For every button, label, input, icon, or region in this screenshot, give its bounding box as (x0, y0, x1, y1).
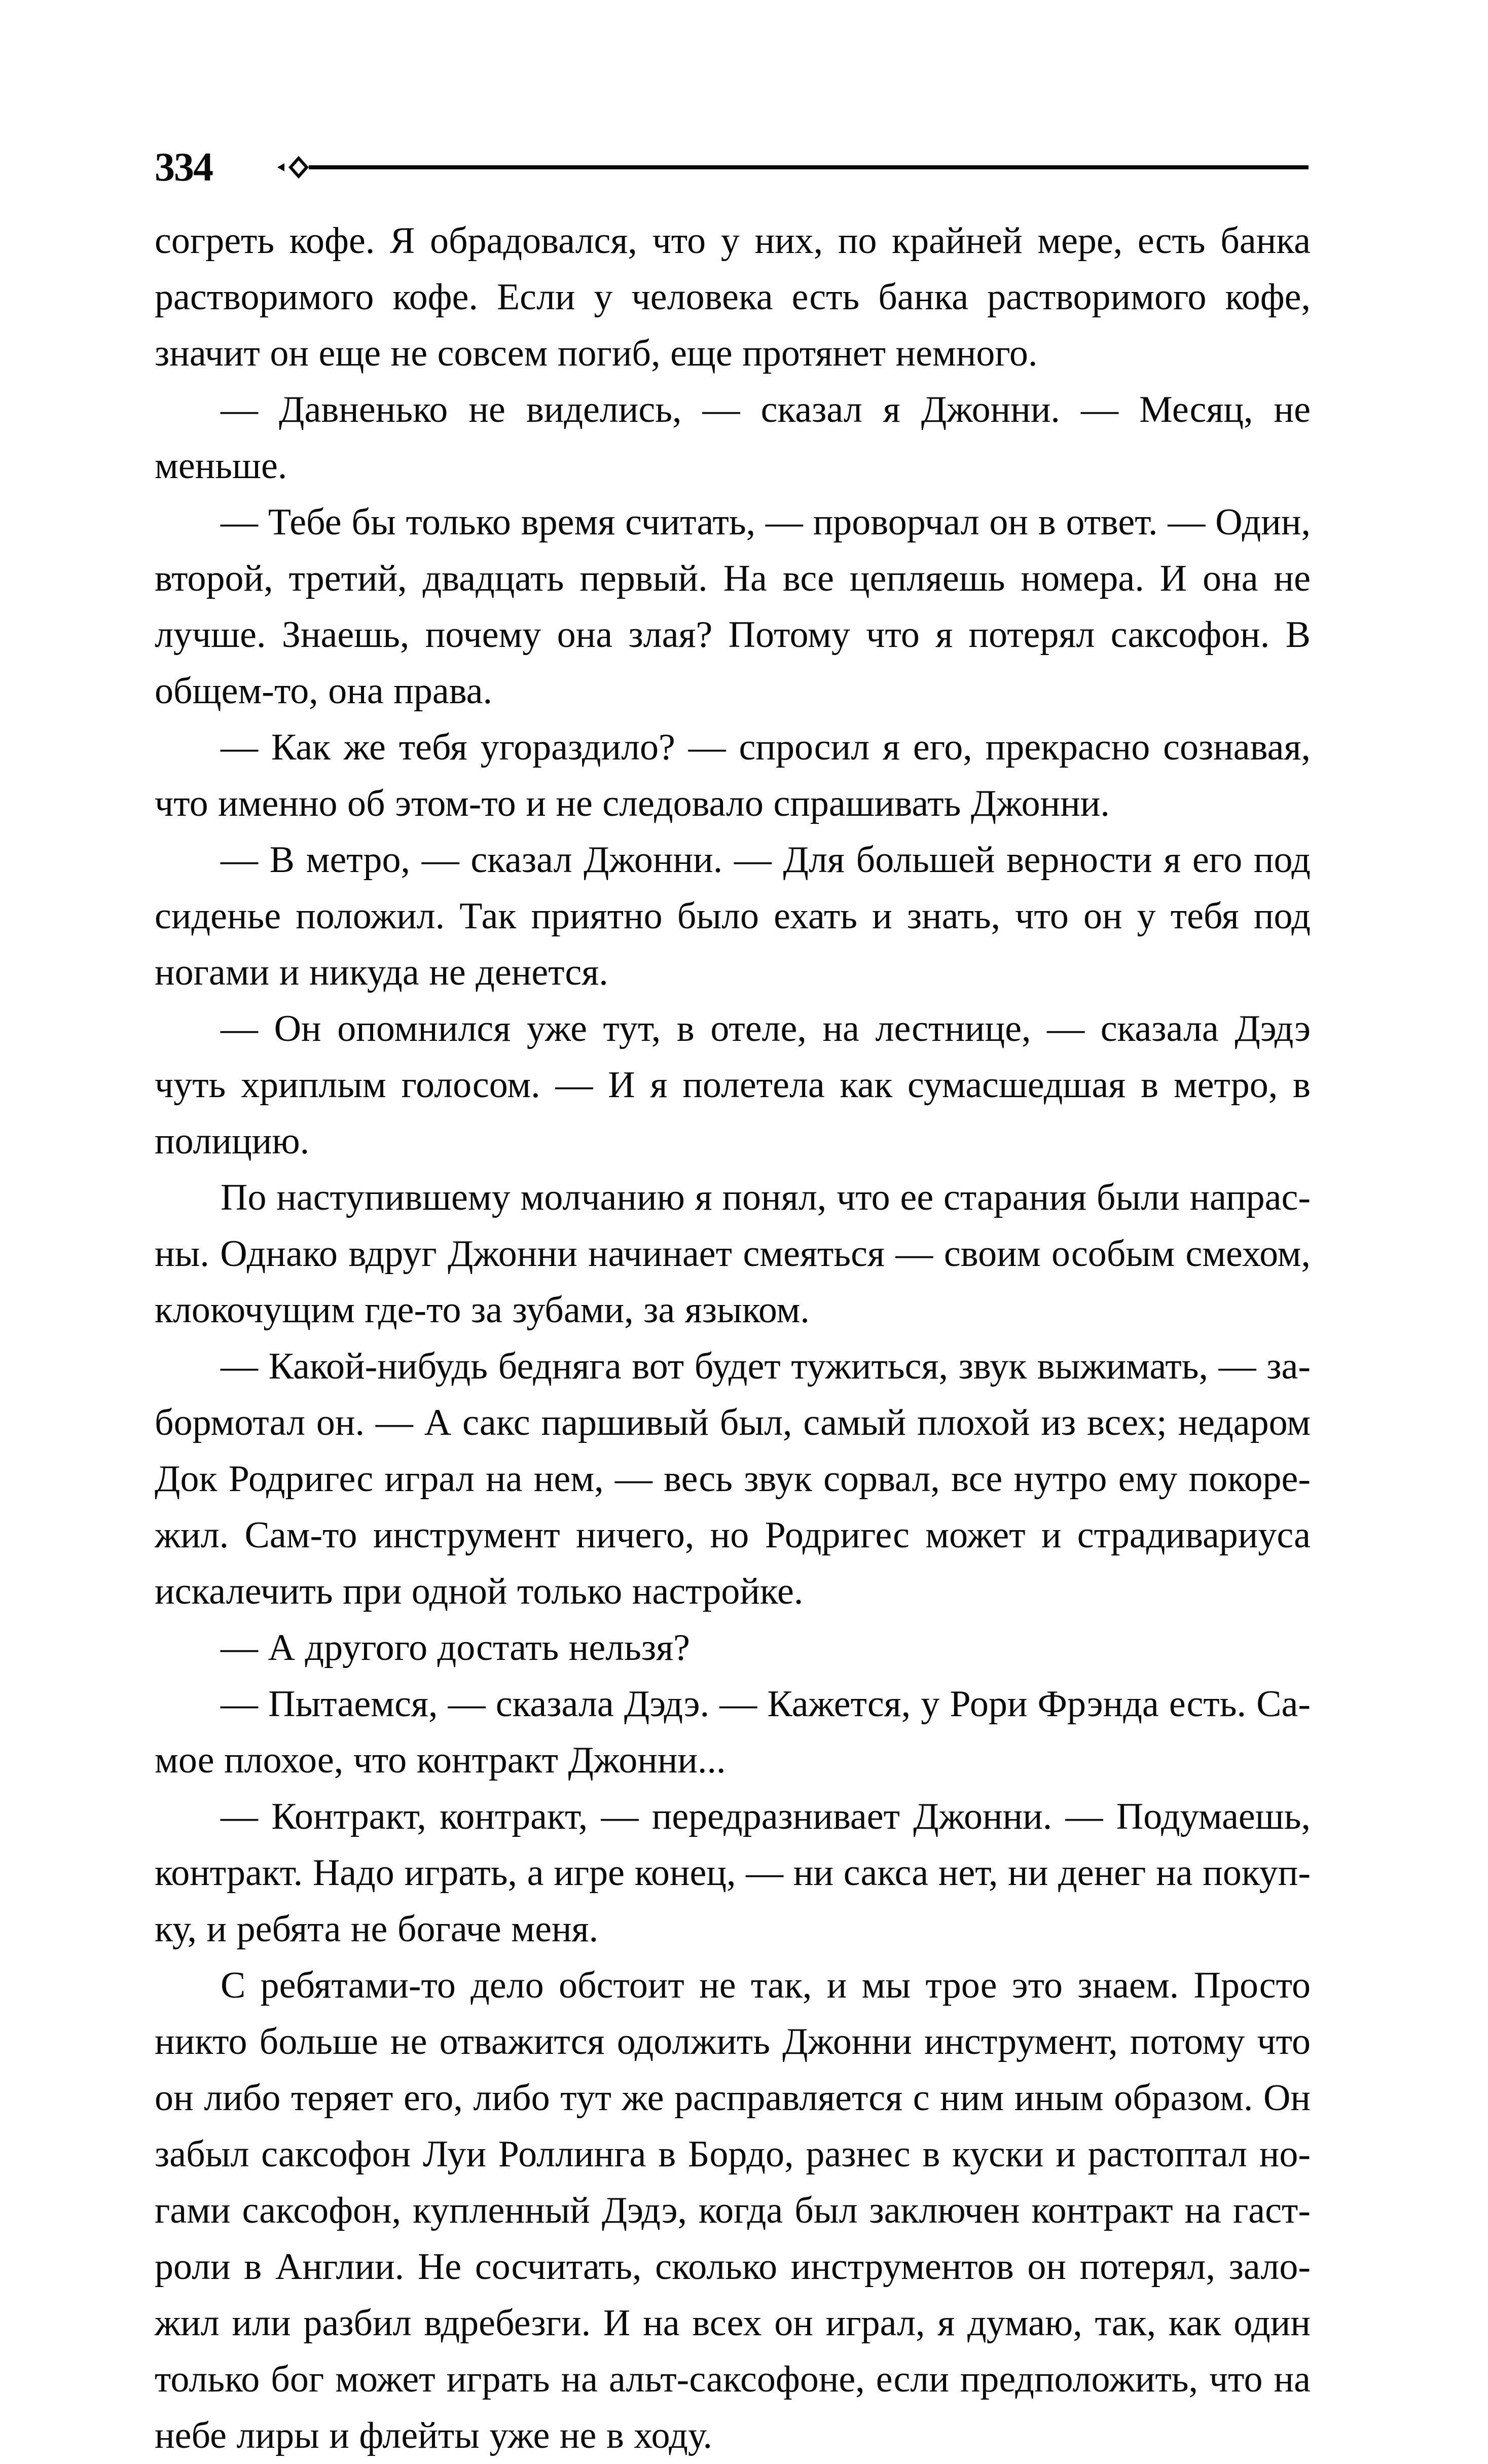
paragraph: С ребятами-то дело обстоит не так, и мы трое это знаем. Просто никто больше не отважится одолжить Джонни инструмент, потому что он либо теряет его, либо тут же расправляется с ним иным образом. Он забыл саксофон Луи Роллинга в Бордо, разнес в куски и растоптал ногами саксофон, купленный Дэдэ, когда был заключен контракт на гастроли в Англии. Не сосчитать, сколько инструментов он потерял, заложил или разбил вдребезги. И на всех он играл, я думаю, так, как один только бог может играть на альт-саксофоне, если предположить, что на небе лиры и флейты уже не в ходу. (155, 1965, 1311, 2456)
paragraph: — Пытаемся, — сказала Дэдэ. — Кажется, у Рори Фрэнда есть. Самое плохое, что контракт Джонни... (155, 1683, 1311, 1781)
paragraph: — Как же тебя угораздило? — спросил я его, прекрасно сознавая, что именно об этом-то и не следовало спрашивать Джонни. (155, 727, 1311, 824)
body-text (155, 213, 1311, 2464)
paragraph: согреть кофе. Я обрадовался, что у них, по крайней мере, есть банка растворимого кофе. Если у человека есть банка растворимого кофе, значит он еще не совсем погиб, еще протянет немного. (155, 220, 1311, 374)
page-number: 334 (155, 145, 212, 190)
paragraph: По наступившему молчанию я понял, что ее старания были напрасны. Однако вдруг Джонни начинает смеяться — своим особым смехом, клокочущим где-то за зубами, за языком. (155, 1177, 1311, 1331)
paragraph: — А другого достать нельзя? (221, 1627, 690, 1669)
paragraph: — Он опомнился уже тут, в отеле, на лестнице, — сказала Дэдэ чуть хриплым голосом. — И я полетела как сумасшедшая в метро, в полицию. (155, 1008, 1311, 1162)
running-head (155, 147, 1311, 188)
paragraph: — В метро, — сказал Джонни. — Для большей верности я его под сиденье положил. Так приятно было ехать и знать, что он у тебя под ногами и никуда не денется. (155, 839, 1311, 993)
paragraph: — Тебе бы только время считать, — проворчал он в ответ. — Один, второй, третий, двадцать первый. На все цепляешь номера. И она не лучше. Знаешь, почему она злая? Потому что я потерял саксофон. В общем-то, она права. (155, 501, 1311, 712)
paragraph: — Контракт, контракт, — передразнивает Джонни. — Подумаешь, контракт. Надо играть, а игре конец, — ни сакса нет, ни денег на покупку, и ребята не богаче меня. (155, 1796, 1311, 1950)
header-rule-ornament (276, 153, 1311, 182)
paragraph: — Давненько не виделись, — сказал я Джонни. — Месяц, не меньше. (155, 389, 1311, 487)
paragraph: — Какой-нибудь бедняга вот будет тужиться, звук выжимать, — забормотал он. — А сакс паршивый был, самый плохой из всех; недаром Док Родригес играл на нем, — весь звук сорвал, все нутро ему покорежил. Сам-то инструмент ничего, но Родригес может и страдивариуса искалечить при одной только настройке. (155, 1346, 1311, 1612)
